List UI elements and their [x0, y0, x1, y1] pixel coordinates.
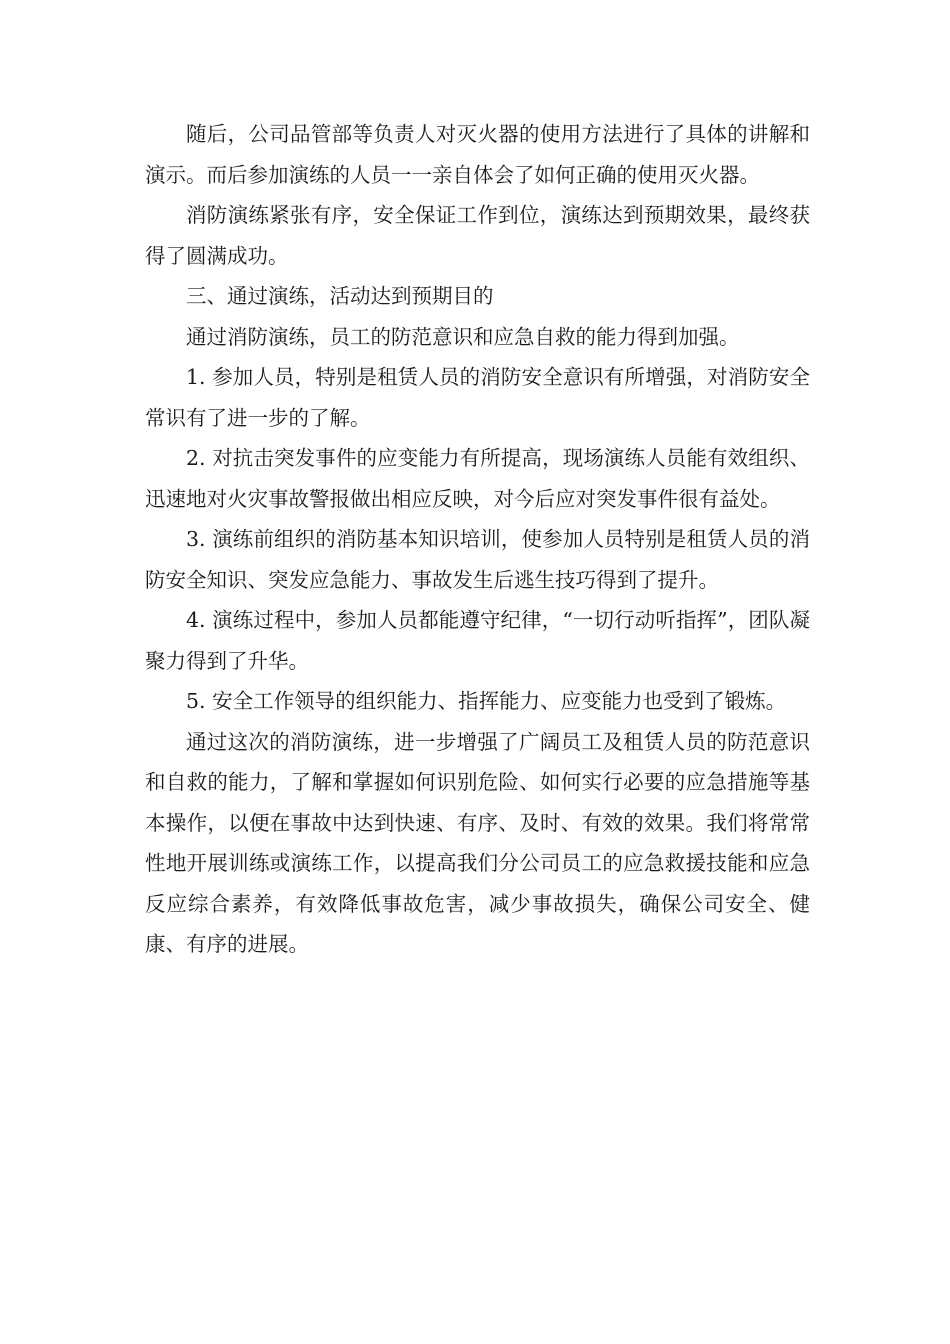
paragraph-awareness: 通过消防演练，员工的防范意识和应急自救的能力得到加强。	[186, 324, 740, 349]
section-heading-3: 三、通过演练，活动达到预期目的	[186, 284, 494, 308]
list-item-3: 3. 演练前组织的消防基本知识培训，使参加人员特别是租赁人员的消防安全知识、突发应急能力、事故发生后逃生技巧得到了提升。	[145, 527, 810, 592]
paragraph-drill-success: 消防演练紧张有序，安全保证工作到位，演练达到预期效果，最终获得了圆满成功。	[145, 203, 810, 268]
paragraph-demo-explanation: 随后，公司品管部等负责人对灭火器的使用方法进行了具体的讲解和演示。而后参加演练的人员一一亲自体会了如何正确的使用灭火器。	[145, 122, 810, 187]
list-item-5: 5. 安全工作领导的组织能力、指挥能力、应变能力也受到了锻炼。	[186, 689, 787, 713]
list-item-4: 4. 演练过程中，参加人员都能遵守纪律，“一切行动听指挥”，团队凝聚力得到了升华。	[145, 608, 810, 673]
list-item-1: 1. 参加人员，特别是租赁人员的消防安全意识有所增强，对消防安全常识有了进一步的了解。	[145, 365, 810, 430]
document-body	[145, 114, 810, 965]
list-item-2: 2. 对抗击突发事件的应变能力有所提高，现场演练人员能有效组织、迅速地对火灾事故警报做出相应反映，对今后应对突发事件很有益处。	[145, 446, 810, 511]
paragraph-conclusion: 通过这次的消防演练，进一步增强了广阔员工及租赁人员的防范意识和自救的能力，了解和掌握如何识别危险、如何实行必要的应急措施等基本操作，以便在事故中达到快速、有序、及时、有效的效果。我们将常常性地开展训练或演练工作，以提高我们分公司员工的应急救援技能和应急反应综合素养，有效降低事故危害，减少事故损失，确保公司安全、健康、有序的进展。	[145, 729, 810, 956]
